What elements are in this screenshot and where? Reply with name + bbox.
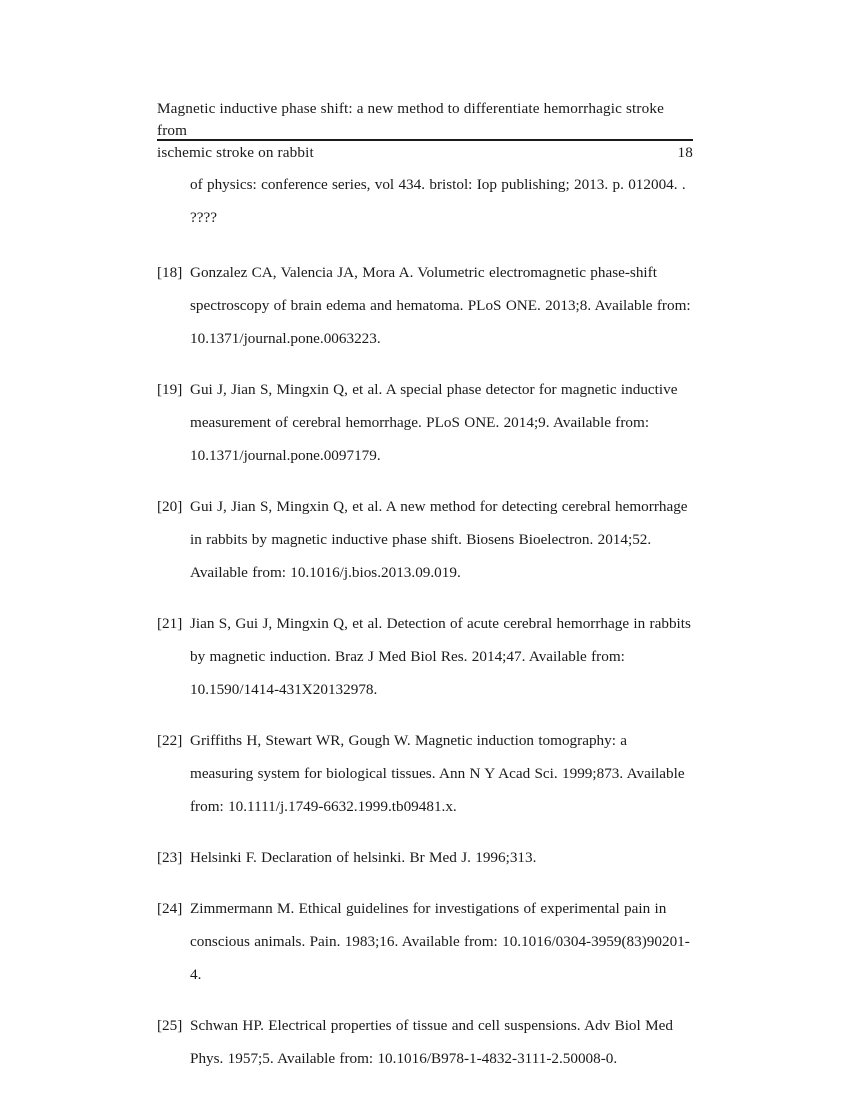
reference-label: [23] (157, 849, 183, 866)
continued-reference-line-1: of physics: conference series, vol 434. bristol: Iop publishing; 2013. p. 012004. . (190, 176, 686, 193)
header-title-line-2-row (157, 142, 693, 164)
reference-label: [21] (157, 615, 183, 632)
reference-text: Griffiths H, Stewart WR, Gough W. Magnetic induction tomography: a measuring system for biological tissues. Ann N Y Acad Sci. 1999;873. Available from: 10.1111/j.1749-6632.1999.tb09481.x. (190, 732, 685, 815)
reference-text: Schwan HP. Electrical properties of tissue and cell suspensions. Adv Biol Med Phys. 1957;5. Available from: 10.1016/B978-1-4832-3111-2.50008-0. (190, 1017, 673, 1067)
reference-text: Jian S, Gui J, Mingxin Q, et al. Detection of acute cerebral hemorrhage in rabbits by magnetic induction. Braz J Med Biol Res. 2014;47. Available from: 10.1590/1414-431X20132978. (190, 615, 691, 698)
header-title-line-2: ischemic stroke on rabbit (157, 144, 314, 161)
header-title-line-1: Magnetic inductive phase shift: a new method to differentiate hemorrhagic stroke from (157, 100, 664, 139)
continued-reference-entry (157, 168, 693, 234)
reference-text: Gui J, Jian S, Mingxin Q, et al. A new method for detecting cerebral hemorrhage in rabbits by magnetic inductive phase shift. Biosens Bioelectron. 2014;52. Available from: 10.1016/j.bios.2013.09.019. (190, 498, 688, 581)
page-number: 18 (677, 144, 693, 161)
continued-reference-line-2: ???? (190, 209, 217, 226)
reference-label: [24] (157, 900, 183, 917)
reference-entry (157, 841, 693, 874)
reference-label: [18] (157, 264, 183, 281)
reference-text: Zimmermann M. Ethical guidelines for investigations of experimental pain in conscious animals. Pain. 1983;16. Available from: 10.1016/0304-3959(83)90201-4. (190, 900, 690, 983)
reference-label: [19] (157, 381, 183, 398)
reference-text: Gonzalez CA, Valencia JA, Mora A. Volumetric electromagnetic phase-shift spectroscopy of brain edema and hematoma. PLoS ONE. 2013;8. Available from: 10.1371/journal.pone.0063223. (190, 264, 691, 347)
header-divider-rule (157, 139, 693, 141)
reference-label: [22] (157, 732, 183, 749)
reference-list (157, 168, 693, 1075)
reference-text: Helsinki F. Declaration of helsinki. Br Med J. 1996;313. (190, 849, 537, 866)
reference-label: [25] (157, 1017, 183, 1034)
reference-entry (157, 724, 693, 823)
reference-entry (157, 892, 693, 991)
reference-entry (157, 1009, 693, 1075)
reference-entry (157, 490, 693, 589)
reference-label: [20] (157, 498, 183, 515)
running-header (157, 98, 693, 164)
reference-entry (157, 256, 693, 355)
reference-text: Gui J, Jian S, Mingxin Q, et al. A special phase detector for magnetic inductive measurement of cerebral hemorrhage. PLoS ONE. 2014;9. Available from: 10.1371/journal.pone.0097179. (190, 381, 678, 464)
reference-entry (157, 373, 693, 472)
reference-entry (157, 607, 693, 706)
